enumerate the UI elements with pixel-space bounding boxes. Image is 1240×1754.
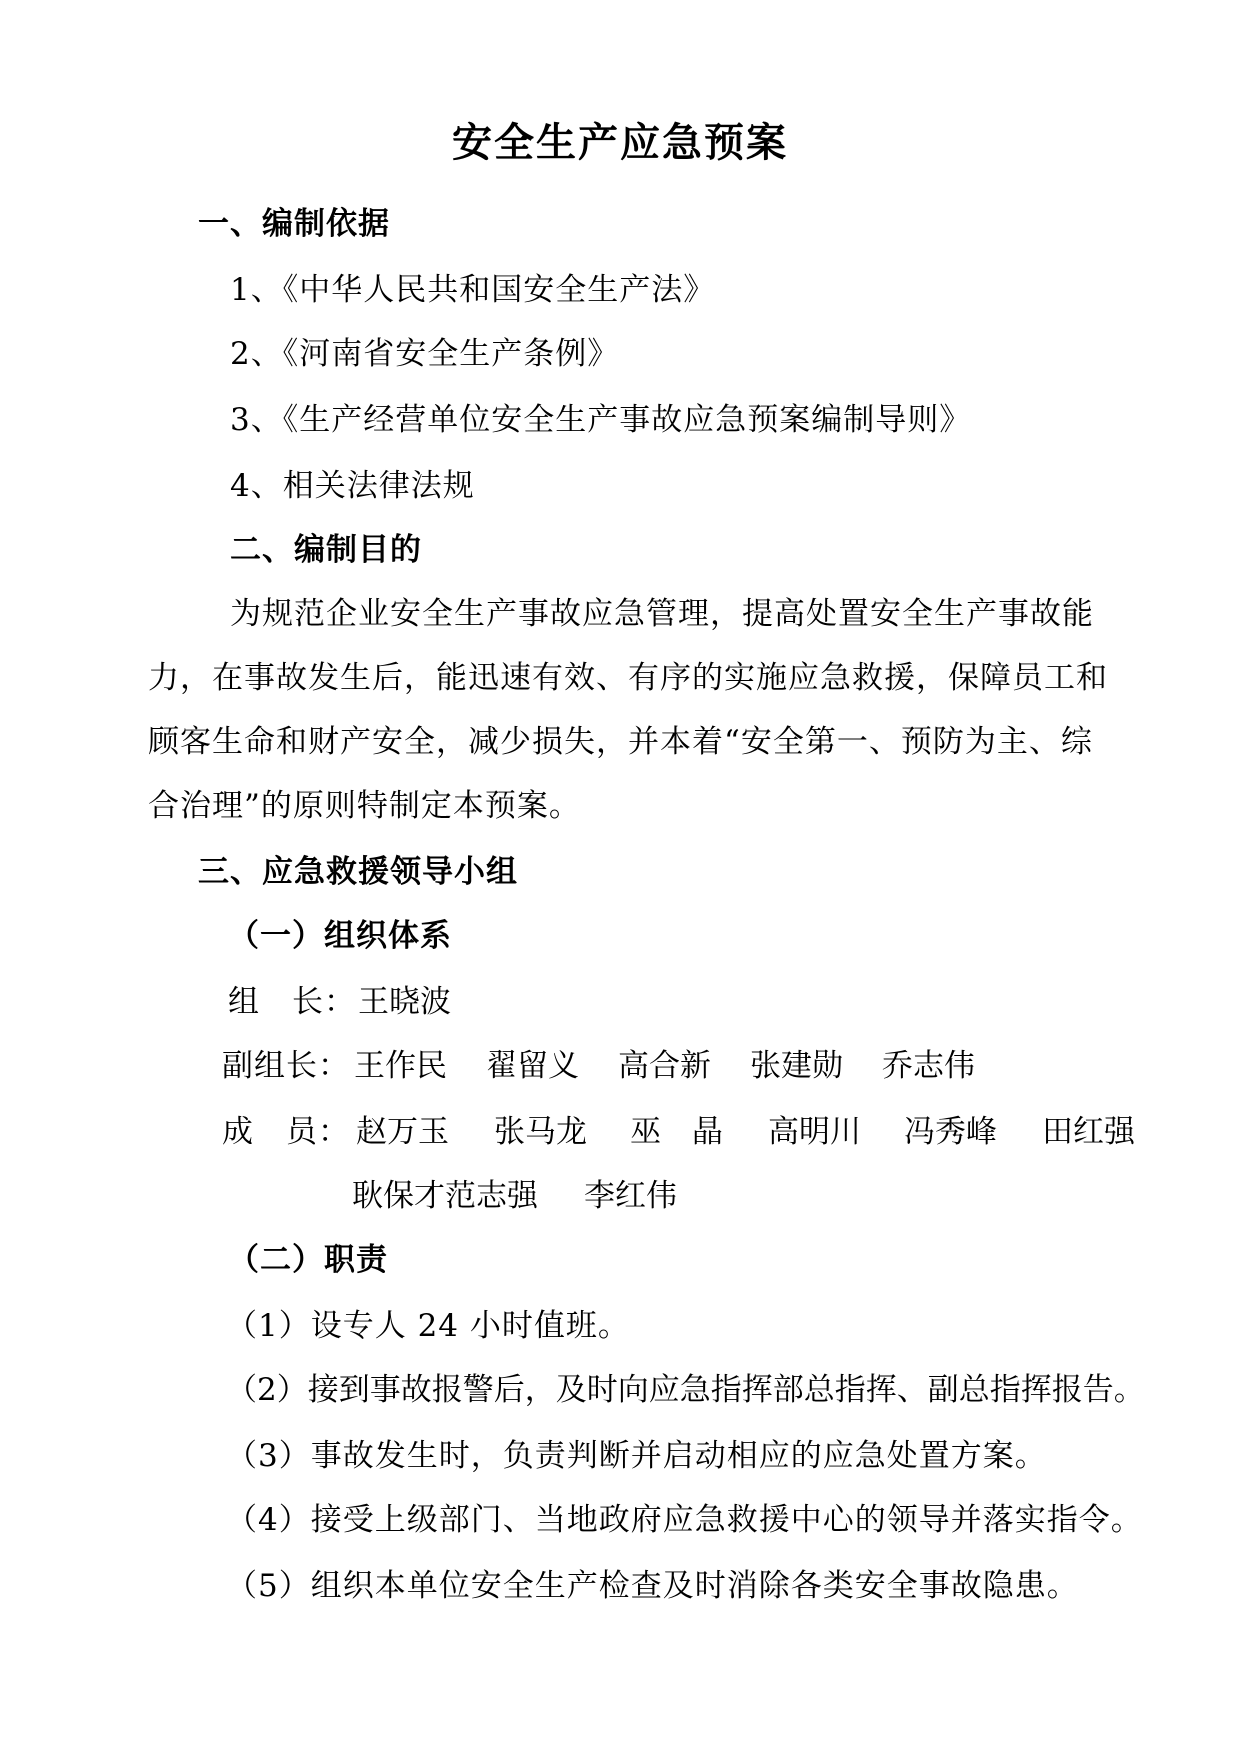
section-heading-leadership: 三、应急救援领导小组	[198, 854, 518, 890]
member-name: 冯秀峰	[904, 1114, 997, 1150]
duty-item: （1）设专人 24 小时值班。	[226, 1308, 630, 1344]
basis-item-2: 2、《河南省安全生产条例》	[230, 336, 620, 372]
leader-label: 组 长：	[228, 984, 356, 1020]
duty-item: （4）接受上级部门、当地政府应急救援中心的领导并落实指令。	[226, 1502, 1143, 1538]
member-name: 张马龙	[494, 1114, 587, 1150]
basis-item-4: 4、相关法律法规	[230, 468, 475, 504]
deputy-name: 王作民	[354, 1048, 447, 1084]
member-name: 田红强	[1042, 1114, 1135, 1150]
basis-item-3: 3、《生产经营单位安全生产事故应急预案编制导则》	[230, 402, 972, 438]
deputy-name: 高合新	[618, 1048, 711, 1084]
page-title: 安全生产应急预案	[452, 120, 788, 166]
section-heading-purpose: 二、编制目的	[230, 532, 422, 568]
member-name: 高明川	[768, 1114, 861, 1150]
member-name: 赵万玉	[356, 1114, 449, 1150]
duty-item: （2）接到事故报警后，及时向应急指挥部总指挥、副总指挥报告。	[226, 1372, 1145, 1408]
subsection-heading-organization: （一）组织体系	[228, 918, 452, 954]
duty-item: （5）组织本单位安全生产检查及时消除各类安全事故隐患。	[226, 1568, 1079, 1604]
duty-item: （3）事故发生时，负责判断并启动相应的应急处置方案。	[226, 1438, 1047, 1474]
member-name: 巫 晶	[630, 1114, 723, 1150]
deputy-label: 副组长：	[222, 1048, 350, 1084]
basis-item-1: 1、《中华人民共和国安全生产法》	[230, 272, 716, 308]
purpose-paragraph-line: 顾客生命和财产安全，减少损失，并本着“安全第一、预防为主、综	[148, 724, 1093, 760]
deputy-name: 翟留义	[486, 1048, 579, 1084]
member-name: 耿保才范志强	[352, 1178, 538, 1214]
member-name: 李红伟	[584, 1178, 677, 1214]
subsection-heading-duties: （二）职责	[228, 1242, 388, 1278]
purpose-paragraph-line: 为规范企业安全生产事故应急管理，提高处置安全生产事故能	[230, 596, 1094, 632]
section-heading-basis: 一、编制依据	[198, 206, 390, 242]
member-label: 成 员：	[222, 1114, 350, 1150]
purpose-paragraph-line: 力，在事故发生后，能迅速有效、有序的实施应急救援，保障员工和	[148, 660, 1108, 696]
purpose-paragraph-line: 合治理”的原则特制定本预案。	[148, 788, 581, 824]
deputy-name: 乔志伟	[882, 1048, 975, 1084]
deputy-name: 张建勋	[750, 1048, 843, 1084]
leader-name: 王晓波	[358, 984, 451, 1020]
